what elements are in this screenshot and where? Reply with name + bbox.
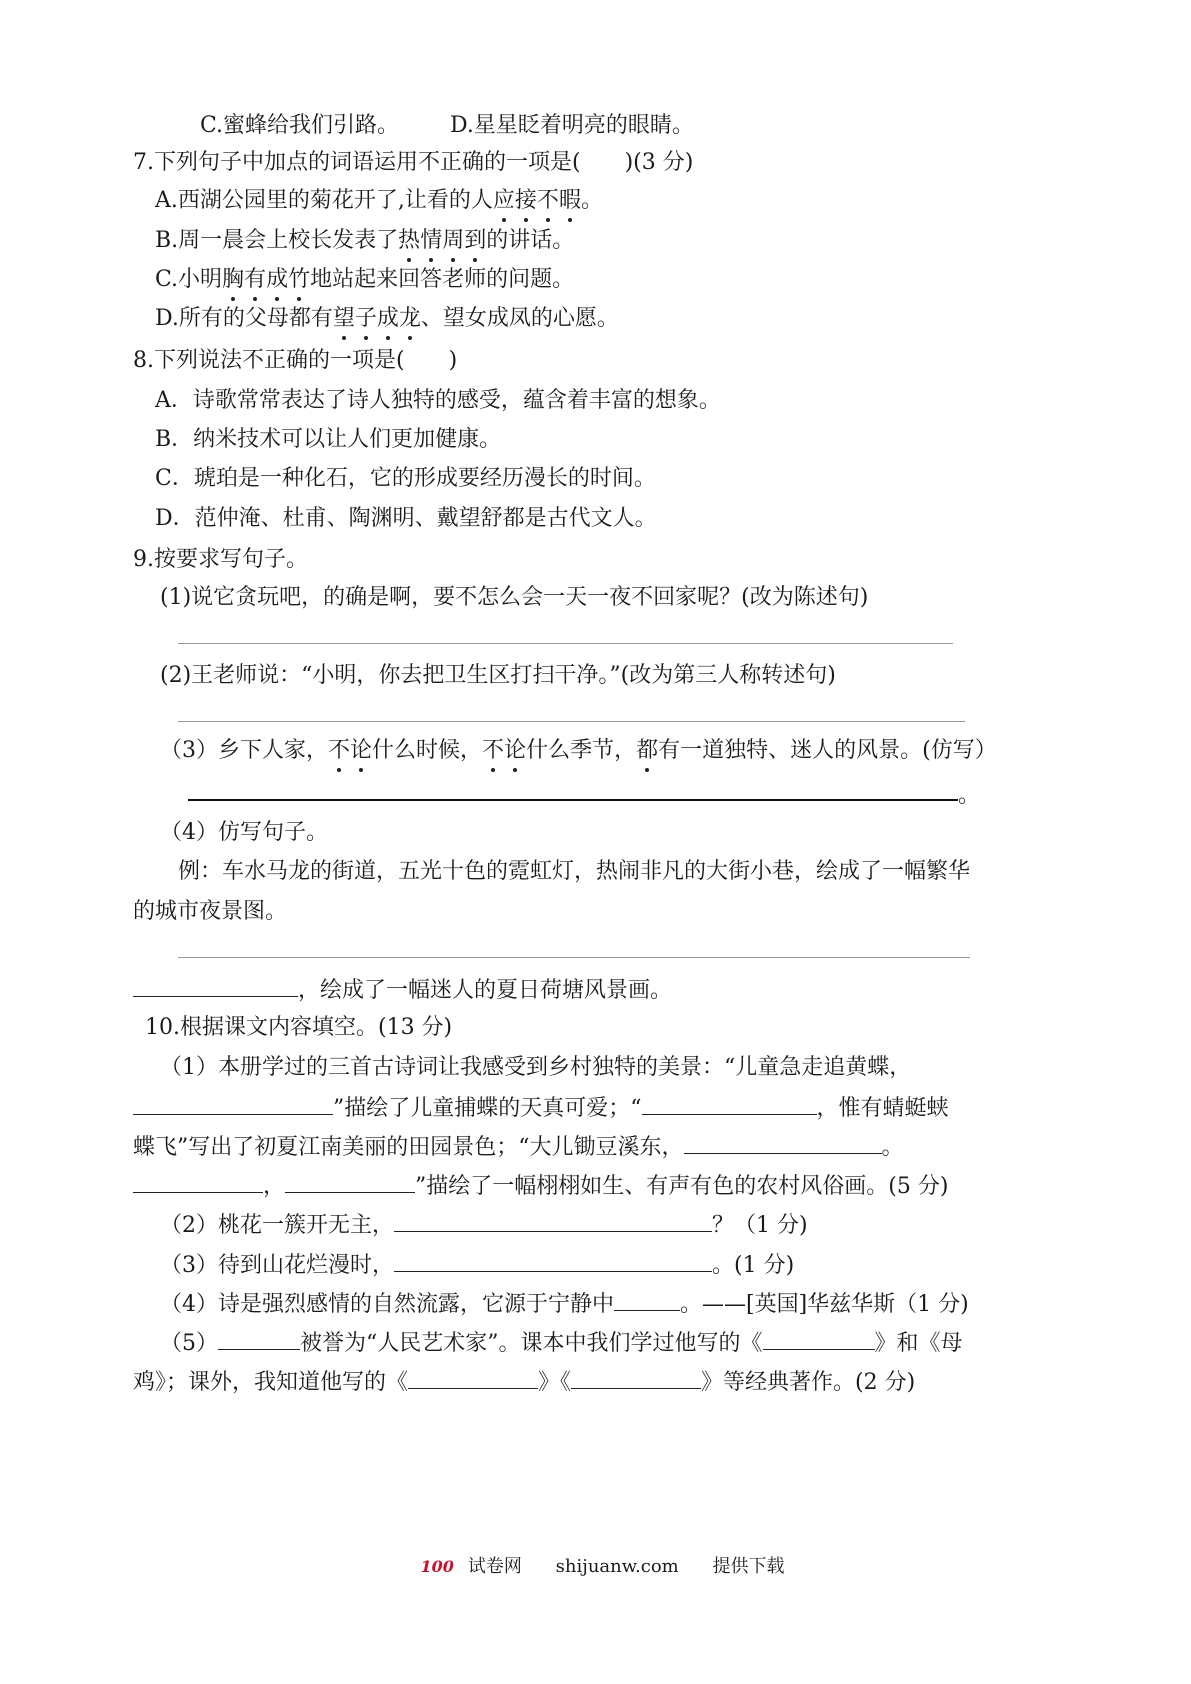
q9-s3-part-2: 什么时候，: [372, 738, 483, 763]
q7-b-end: 的讲话。: [486, 228, 575, 253]
q7-d-dotted-word: [333, 306, 421, 331]
q10-line-2-text-b: ，惟有蜻蜓蛱: [816, 1096, 949, 1121]
emphasis-dot-char: 子: [355, 304, 377, 334]
emphasis-dot-char: 热: [398, 226, 420, 256]
q10-line-5: [160, 1209, 808, 1239]
q7-b-dotted-word: [398, 228, 486, 253]
q10-line-8-text-b: 被誉为“人民艺术家”。课本中我们学过他写的《: [300, 1331, 763, 1356]
q10-line-9-text-c: 》等经典著作。(2 分): [701, 1370, 916, 1395]
q10-blank-9[interactable]: [218, 1327, 300, 1350]
emphasis-dot-char: 不: [482, 736, 504, 766]
q7-d-end: 、望女成凤的心愿。: [420, 306, 619, 331]
q10-line-9-text-a: 鸡》；课外，我知道他写的《: [133, 1370, 409, 1395]
q7-option-b: [155, 226, 574, 256]
q8-stem: 8.下列说法不正确的一项是( ): [133, 348, 458, 373]
emphasis-dot-char: 接: [515, 186, 537, 216]
emphasis-dot-char: 有: [244, 265, 266, 295]
emphasis-dot-char: 成: [377, 304, 399, 334]
q10-line-4-text-b: ”描绘了一幅栩栩如生、有声有色的农村风俗画。(5 分): [415, 1174, 949, 1199]
q10-blank-11[interactable]: [408, 1366, 538, 1389]
q10-blank-8[interactable]: [614, 1288, 680, 1311]
q9-answer-line-1[interactable]: [178, 643, 953, 644]
q7-stem: 7.下列句子中加点的词语运用不正确的一项是( )(3 分): [133, 150, 694, 175]
footer-url[interactable]: shijuanw.com: [555, 1556, 679, 1577]
q9-sentence-2: (2)王老师说：“小明，你去把卫生区打扫干净。”(改为第三人称转述句): [160, 663, 836, 688]
emphasis-dot-char: 望: [333, 304, 355, 334]
q9-s3-part-1: （3）乡下人家，: [160, 738, 328, 763]
q10-line-3: [133, 1131, 904, 1161]
q10-line-8: [160, 1327, 963, 1357]
q10-blank-4[interactable]: [133, 1170, 263, 1193]
q10-line-5-text-b: ？（1 分): [712, 1213, 808, 1238]
q10-line-8-text-c: 》和《母: [874, 1331, 963, 1356]
q7-a-dotted-word: [493, 188, 581, 213]
emphasis-dot-char: 周: [442, 226, 464, 256]
q10-line-7-text-a: （4）诗是强烈感情的自然流露，它源于宁静中: [160, 1292, 614, 1317]
q7-option-a: [155, 186, 603, 216]
footer-logo: 100: [420, 1557, 454, 1576]
q10-stem: 10.根据课文内容填空。(13 分): [145, 1015, 453, 1040]
q8-option-b: B．纳米技术可以让人们更加健康。: [155, 427, 502, 452]
q10-blank-1[interactable]: [133, 1092, 333, 1115]
q10-line-2: [133, 1092, 949, 1122]
q10-line-9: [133, 1366, 915, 1396]
q9-imitation-text: ，绘成了一幅迷人的夏日荷塘风景画。: [298, 978, 673, 1003]
footer-brand: [407, 1556, 522, 1577]
q9-s3-period: 。: [958, 783, 981, 808]
q10-line-4-text-a: ，: [263, 1174, 286, 1199]
q7-c-end: 地站起来回答老师的问题。: [310, 267, 575, 292]
q9-s3-dotted-2: [482, 738, 526, 763]
q10-blank-3[interactable]: [684, 1131, 882, 1154]
emphasis-dot-char: 成: [266, 265, 288, 295]
emphasis-dot-char: 应: [493, 186, 515, 216]
emphasis-dot-char: 不: [537, 186, 559, 216]
q7-option-c: [155, 265, 574, 295]
q10-blank-12[interactable]: [571, 1366, 701, 1389]
q9-example-line-1: 例：车水马龙的街道，五光十色的霓虹灯，热闹非凡的大街小巷，绘成了一幅繁华: [178, 859, 971, 884]
emphasis-dot-char: 都: [636, 736, 658, 766]
q6-option-c: C.蜜蜂给我们引路。: [200, 113, 400, 138]
q10-line-3-text-b: 。: [881, 1135, 904, 1160]
q9-imitation-line: [133, 974, 672, 1004]
emphasis-dot-char: 胸: [222, 265, 244, 295]
q9-example-line-2: 的城市夜景图。: [133, 899, 288, 924]
q9-answer-line-4[interactable]: [178, 957, 970, 958]
q9-sentence-3: [160, 736, 997, 766]
q7-d-text: D.所有的父母都有: [155, 306, 333, 331]
emphasis-dot-char: 论: [504, 736, 526, 766]
q9-sentence-1: (1)说它贪玩吧，的确是啊，要不怎么会一天一夜不回家呢？(改为陈述句): [160, 585, 869, 610]
q10-blank-2[interactable]: [642, 1092, 817, 1115]
q10-blank-10[interactable]: [763, 1327, 875, 1350]
q10-line-7: [160, 1288, 969, 1318]
q10-blank-6[interactable]: [394, 1209, 712, 1232]
q10-line-5-text-a: （2）桃花一簇开无主，: [160, 1213, 394, 1238]
q10-line-9-text-b: 》《: [538, 1370, 572, 1395]
q8-option-c: C．琥珀是一种化石，它的形成要经历漫长的时间。: [155, 466, 656, 491]
q8-option-d: D．范仲淹、杜甫、陶渊明、戴望舒都是古代文人。: [155, 506, 657, 531]
q10-line-6-text-a: （3）待到山花烂漫时，: [160, 1253, 394, 1278]
q9-answer-line-2[interactable]: [178, 721, 965, 722]
q7-a-text: A.西湖公园里的菊花开了,让看的人: [155, 188, 493, 213]
q10-line-2-text-a: ”描绘了儿童捕蝶的天真可爱；“: [333, 1096, 642, 1121]
q9-sentence-4: （4）仿写句子。: [160, 820, 328, 845]
emphasis-dot-char: 暇: [559, 186, 581, 216]
q6-option-d: D.星星眨着明亮的眼睛。: [450, 113, 694, 138]
q10-line-6-text-b: 。(1 分): [712, 1253, 795, 1278]
q10-line-6: [160, 1249, 794, 1279]
q10-line-1: （1）本册学过的三首古诗词让我感受到乡村独特的美景：“儿童急走追黄蝶，: [160, 1055, 912, 1080]
q7-b-text: B.周一晨会上校长发表了: [155, 228, 399, 253]
footer-note: 提供下载: [712, 1556, 785, 1577]
page-footer: [0, 1554, 1191, 1580]
q10-line-4: [133, 1170, 948, 1200]
q7-a-end: 。: [580, 188, 603, 213]
q9-imitation-blank[interactable]: [133, 974, 298, 997]
emphasis-dot-char: 竹: [288, 265, 310, 295]
q9-s3-dotted-3: [636, 738, 658, 763]
emphasis-dot-char: 情: [420, 226, 442, 256]
q7-c-text: C.小明: [155, 267, 223, 292]
q10-blank-5[interactable]: [285, 1170, 415, 1193]
q7-option-d: [155, 304, 619, 334]
q10-line-8-text-a: （5）: [160, 1331, 218, 1356]
q10-blank-7[interactable]: [394, 1249, 712, 1272]
q8-option-a: A．诗歌常常表达了诗人独特的感受，蕴含着丰富的想象。: [155, 388, 721, 413]
emphasis-dot-char: 论: [350, 736, 372, 766]
footer-site-name: 试卷网: [467, 1556, 522, 1577]
emphasis-dot-char: 龙: [399, 304, 421, 334]
emphasis-dot-char: 不: [328, 736, 350, 766]
q10-line-7-text-b: 。——[英国]华兹华斯（1 分): [680, 1292, 969, 1317]
q7-c-dotted-word: [222, 267, 310, 292]
q9-stem: 9.按要求写句子。: [133, 547, 308, 572]
q10-line-3-text-a: 蝶飞”写出了初夏江南美丽的田园景色；“大儿锄豆溪东，: [133, 1135, 684, 1160]
q9-s3-part-4: 有一道独特、迷人的风景。(仿写）: [658, 738, 997, 763]
q9-s3-dotted-1: [328, 738, 372, 763]
q9-answer-line-3[interactable]: [188, 799, 958, 801]
q9-s3-part-3: 什么季节，: [526, 738, 637, 763]
emphasis-dot-char: 到: [464, 226, 486, 256]
